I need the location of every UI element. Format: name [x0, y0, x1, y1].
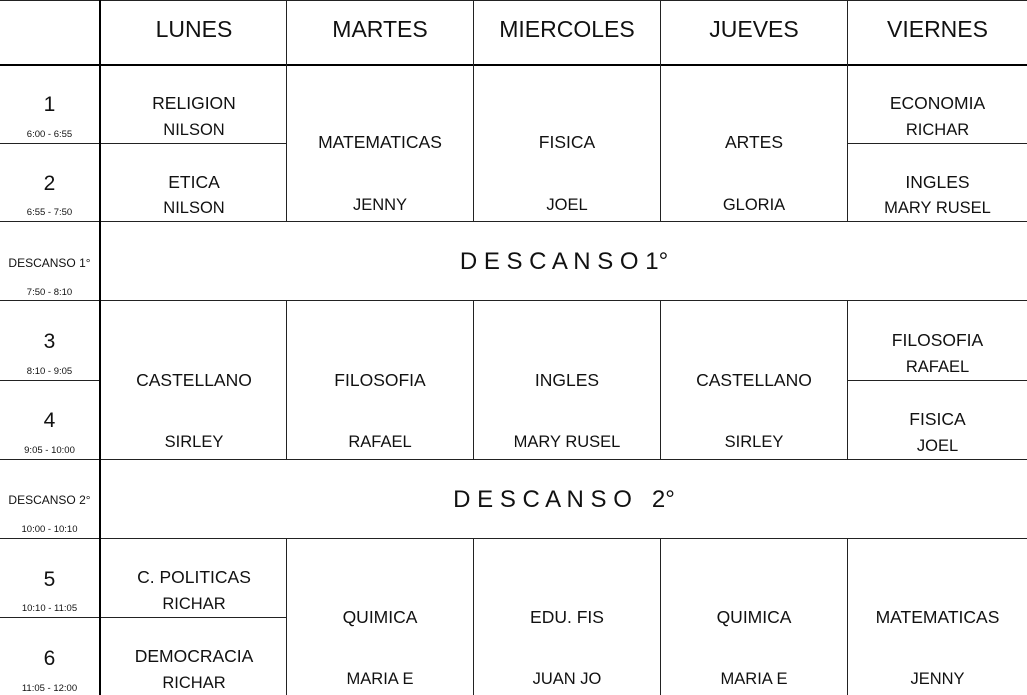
grid-line	[0, 380, 101, 381]
grid-line	[0, 0, 1027, 1]
period-time: 11:05 - 12:00	[21, 683, 78, 694]
class-subject: ARTES	[724, 132, 784, 152]
grid-line	[101, 617, 287, 618]
class-teacher: SIRLEY	[164, 433, 224, 451]
class-subject: EDU. FIS	[530, 607, 604, 627]
period-number: 1	[43, 93, 56, 116]
class-teacher: MARIA E	[346, 670, 414, 688]
break-label: DESCANSO 1°	[8, 256, 91, 270]
class-teacher: RICHAR	[162, 674, 226, 692]
class-teacher: JUAN JO	[532, 670, 602, 688]
grid-line	[847, 65, 848, 221]
class-teacher: RAFAEL	[905, 358, 970, 376]
period-number: 5	[43, 568, 56, 591]
class-teacher: RAFAEL	[348, 433, 412, 451]
class-subject: QUIMICA	[342, 607, 418, 627]
class-subject: MATEMATICAS	[875, 607, 1000, 627]
period-number: 6	[43, 647, 56, 670]
break-time: 10:00 - 10:10	[21, 524, 78, 535]
period-time: 6:00 - 6:55	[26, 129, 73, 140]
class-teacher: JOEL	[916, 437, 959, 455]
class-subject: FISICA	[538, 132, 596, 152]
class-teacher: JOEL	[546, 196, 588, 214]
grid-line	[847, 143, 1027, 144]
break-banner: D E S C A N S O 2°	[453, 486, 675, 513]
class-subject: FISICA	[909, 409, 966, 429]
grid-line	[847, 300, 848, 459]
grid-line	[0, 300, 1027, 301]
period-number: 4	[43, 409, 56, 432]
grid-line	[0, 459, 1027, 460]
class-teacher: MARY RUSEL	[884, 199, 991, 217]
class-subject: QUIMICA	[716, 607, 792, 627]
grid-line	[0, 617, 101, 618]
class-subject: DEMOCRACIA	[134, 646, 254, 666]
class-subject: INGLES	[905, 172, 970, 192]
class-teacher: JENNY	[910, 670, 965, 688]
break-label: DESCANSO 2°	[8, 493, 91, 507]
class-subject: RELIGION	[152, 93, 236, 113]
class-subject: FILOSOFIA	[334, 370, 426, 390]
class-subject: INGLES	[534, 370, 600, 390]
class-subject: C. POLITICAS	[137, 567, 251, 587]
class-subject: FILOSOFIA	[891, 330, 984, 350]
class-teacher: RICHAR	[905, 121, 970, 139]
day-header-miercoles: MIERCOLES	[499, 16, 635, 42]
day-header-martes: MARTES	[332, 16, 428, 42]
period-time: 8:10 - 9:05	[26, 366, 73, 377]
class-teacher: NILSON	[163, 121, 225, 139]
period-time: 6:55 - 7:50	[26, 207, 73, 218]
period-time: 10:10 - 11:05	[21, 603, 78, 614]
grid-line	[101, 143, 287, 144]
class-teacher: GLORIA	[722, 196, 786, 214]
grid-line	[847, 380, 1027, 381]
class-teacher: NILSON	[163, 199, 225, 217]
class-subject: CASTELLANO	[136, 370, 252, 390]
day-header-viernes: VIERNES	[887, 16, 988, 42]
day-header-lunes: LUNES	[155, 16, 233, 42]
class-subject: ETICA	[168, 172, 220, 192]
class-teacher: SIRLEY	[724, 433, 784, 451]
grid-line	[0, 538, 1027, 539]
class-subject: MATEMATICAS	[318, 132, 442, 152]
class-teacher: JENNY	[352, 196, 408, 214]
break-banner: D E S C A N S O 1°	[459, 248, 669, 275]
period-number: 2	[43, 172, 56, 195]
period-time: 9:05 - 10:00	[24, 445, 75, 456]
class-subject: ECONOMIA	[889, 93, 986, 113]
class-teacher: RICHAR	[162, 595, 226, 613]
grid-line	[0, 143, 101, 144]
class-teacher: MARY RUSEL	[513, 433, 621, 451]
day-header-jueves: JUEVES	[709, 16, 799, 42]
header-divider	[0, 64, 1027, 66]
class-subject: CASTELLANO	[696, 370, 812, 390]
break-time: 7:50 - 8:10	[26, 287, 73, 298]
class-teacher: MARIA E	[720, 670, 788, 688]
period-number: 3	[43, 330, 56, 353]
grid-line	[0, 221, 1027, 222]
